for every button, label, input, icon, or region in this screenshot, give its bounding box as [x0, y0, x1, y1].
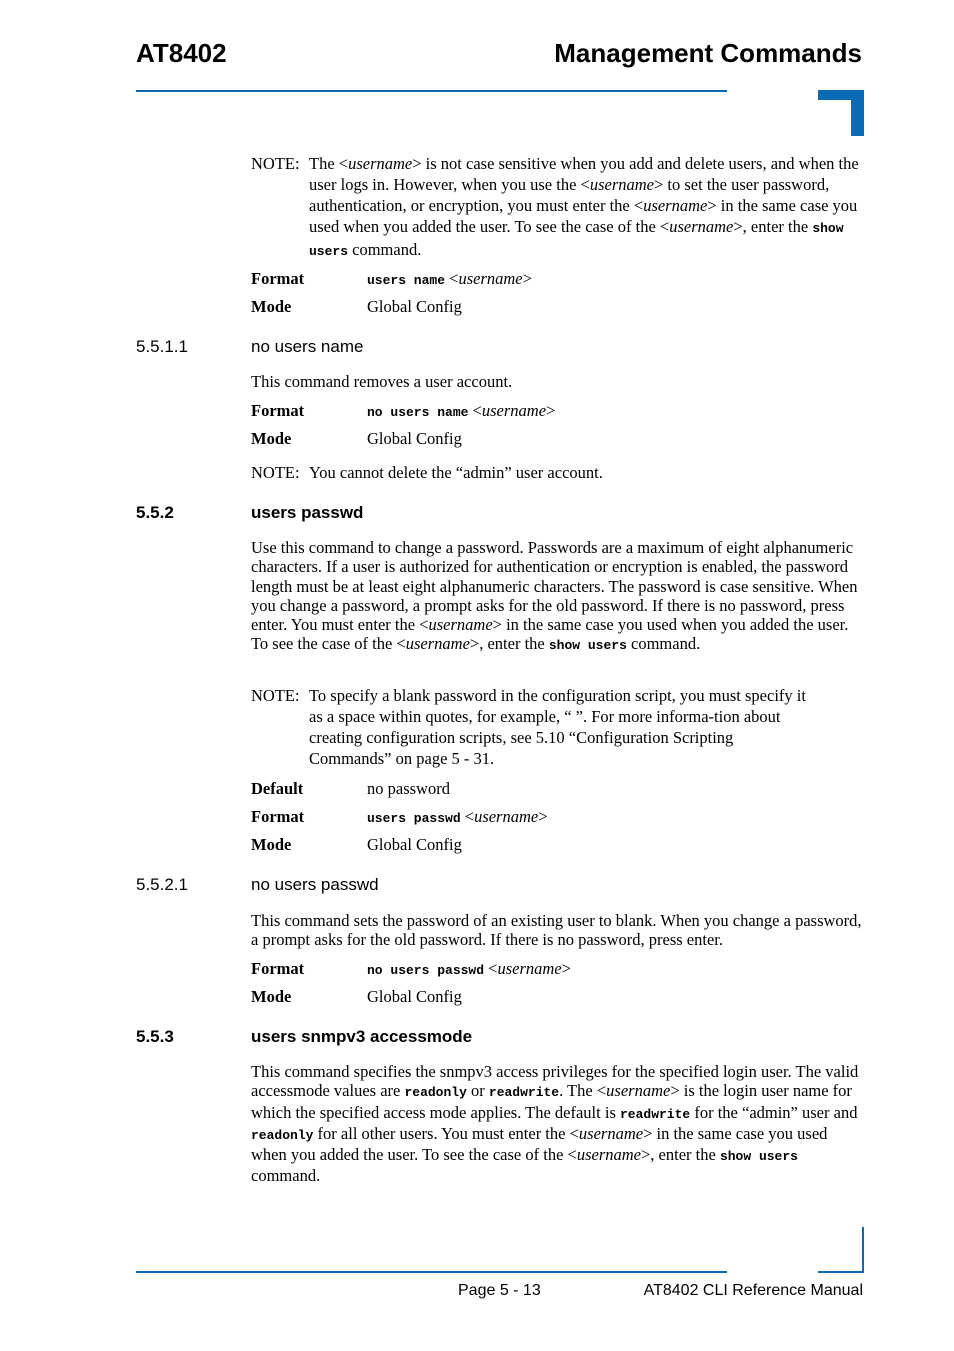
- section-number-5-5-3: 5.5.3: [136, 1027, 174, 1046]
- no-users-name-format: Format no users name <username>: [251, 401, 556, 420]
- header-chapter-title: Management Commands: [554, 38, 862, 68]
- header-rule: [136, 90, 727, 92]
- no-users-passwd-mode: Mode Global Config: [251, 987, 462, 1006]
- note-username-case: [251, 153, 863, 262]
- footer-manual-title: AT8402 CLI Reference Manual: [643, 1282, 863, 1299]
- section-title-users-snmpv3-accessmode: users snmpv3 accessmode: [251, 1027, 473, 1046]
- section-title-no-users-passwd: no users passwd: [251, 875, 379, 894]
- footer-page-number: Page 5 - 13: [458, 1282, 541, 1299]
- footer-corner-mark-vertical: [862, 1227, 864, 1273]
- header-corner-mark-vertical: [851, 90, 864, 136]
- section-title-users-passwd: users passwd: [251, 503, 364, 522]
- no-users-passwd-format: Format no users passwd <username>: [251, 959, 571, 978]
- users-passwd-description: Use this command to change a password. Passwords are a maximum of eight alphanumeric characters. If a user is authorized for authentication or encryption is enabled, the password length must be at least eight alphanumeric characters. The password is case sensitive. When you change a password, a prompt asks for the old password. If there is no password, press enter. You must enter the <username> in the same case you used when you added the user. To see the case of the <username>, enter the show users command.: [251, 538, 858, 654]
- note-admin-delete: NOTE: You cannot delete the “admin” user account.: [251, 463, 603, 482]
- no-users-passwd-description: This command sets the password of an existing user to blank. When you change a password, a prompt asks for the old password. If there is no password, press enter.: [251, 911, 862, 950]
- note-label: NOTE:: [251, 154, 300, 173]
- users-snmpv3-accessmode-description: This command specifies the snmpv3 access privileges for the specified login user. The valid accessmode values are readonly or readwrite. The <username> is the login user name for which the specified access mode applies. The default is readwrite for the “admin” user and readonly for all other users. You must enter the <username> in the same case you used when you added the user. To see the case of the <username>, enter the show users command.: [251, 1062, 859, 1186]
- footer-rule: [136, 1271, 727, 1273]
- note-body: The <username> is not case sensitive when you add and delete users, and when the user logs in. However, when you use the <username> to set the user password, authentication, or encryption, you must enter the <username> in the same case you used when you added the user. To see the case of the <username>, enter the show users command.: [309, 154, 859, 259]
- section-number-5-5-1-1: 5.5.1.1: [136, 337, 188, 356]
- section-number-5-5-2-1: 5.5.2.1: [136, 875, 188, 894]
- no-users-name-description: This command removes a user account.: [251, 372, 513, 391]
- footer-corner-mark-horizontal: [818, 1271, 864, 1273]
- users-passwd-mode: Mode Global Config: [251, 835, 462, 854]
- note-blank-password: NOTE: To specify a blank password in the configuration script, you must specify it as a space within quotes, for example, “ ”. For more informa-tion about creating configuration scripts, see 5.10 “Configuration Scripting Commands” on page 5 - 31.: [251, 686, 806, 768]
- users-passwd-default: Default no password: [251, 779, 450, 798]
- header-product: AT8402: [136, 38, 227, 68]
- no-users-name-mode: Mode Global Config: [251, 429, 462, 448]
- users-passwd-format: Format users passwd <username>: [251, 807, 548, 826]
- section-number-5-5-2: 5.5.2: [136, 503, 174, 522]
- users-name-format: Format users name <username>: [251, 269, 532, 288]
- section-title-no-users-name: no users name: [251, 337, 364, 356]
- users-name-mode: Mode Global Config: [251, 297, 462, 316]
